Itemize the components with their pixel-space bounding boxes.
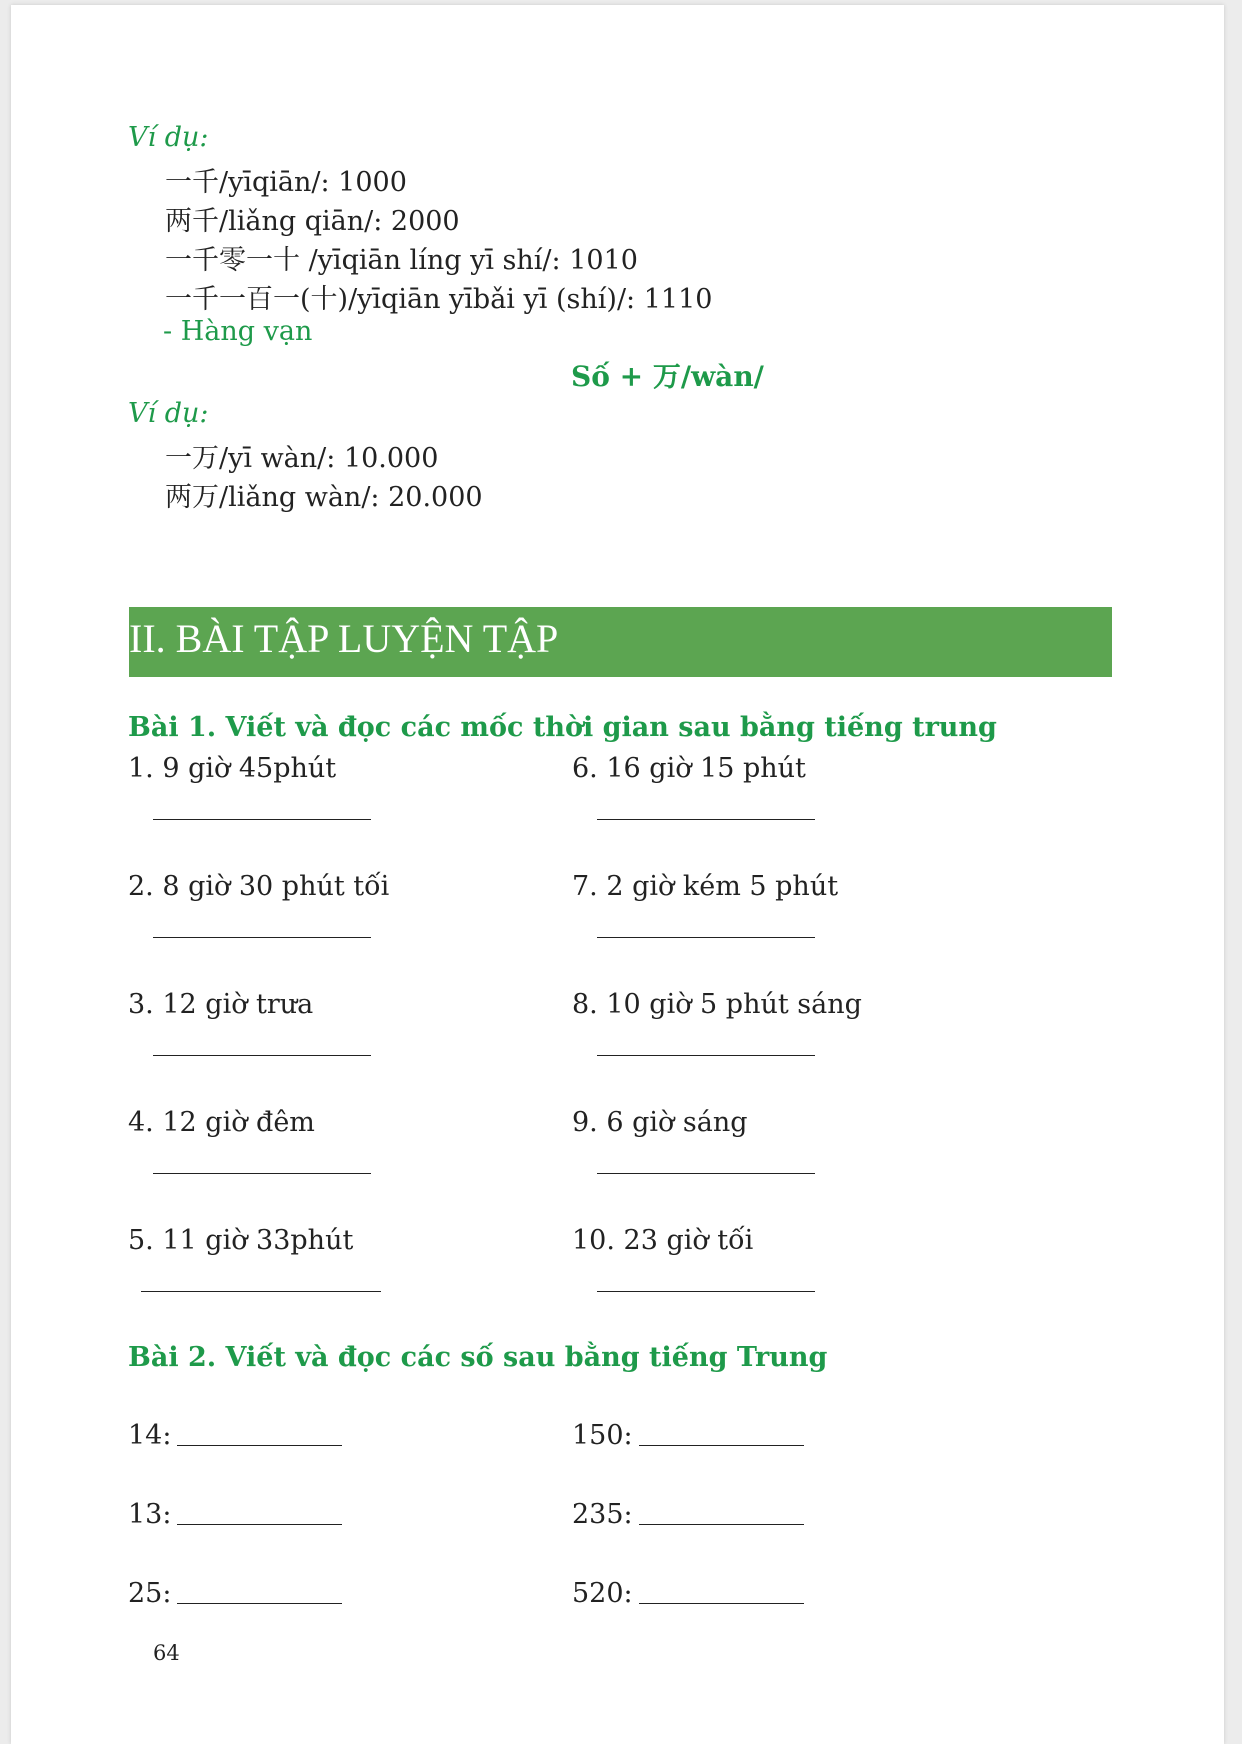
exercise-1-title: Bài 1. Viết và đọc các mốc thời gian sau bằng tiếng trung bbox=[128, 712, 997, 743]
number-row bbox=[128, 1578, 342, 1609]
answer-blank[interactable] bbox=[153, 819, 371, 820]
example-label: Ví dụ: bbox=[128, 122, 209, 153]
exercise-item: 10. 23 giờ tối bbox=[572, 1225, 754, 1256]
exercise-item: 4. 12 giờ đêm bbox=[128, 1107, 315, 1138]
answer-blank[interactable] bbox=[141, 1291, 381, 1292]
answer-blank[interactable] bbox=[153, 1055, 371, 1056]
number-row bbox=[128, 1499, 342, 1530]
number-row bbox=[572, 1499, 804, 1530]
formula: Số + 万/wàn/ bbox=[571, 360, 764, 393]
exercise-item: 5. 11 giờ 33phút bbox=[128, 1225, 354, 1256]
answer-blank[interactable] bbox=[597, 937, 815, 938]
answer-blank[interactable] bbox=[177, 1603, 342, 1604]
number-row bbox=[572, 1578, 804, 1609]
answer-blank[interactable] bbox=[639, 1603, 804, 1604]
exercise-item: 9. 6 giờ sáng bbox=[572, 1107, 748, 1138]
number-label: 520: bbox=[572, 1578, 633, 1609]
answer-blank[interactable] bbox=[597, 1055, 815, 1056]
exercise-item: 1. 9 giờ 45phút bbox=[128, 753, 337, 784]
number-label: 13: bbox=[128, 1499, 172, 1530]
exercise-2-title: Bài 2. Viết và đọc các số sau bằng tiếng Trung bbox=[128, 1342, 828, 1373]
answer-blank[interactable] bbox=[597, 1173, 815, 1174]
answer-blank[interactable] bbox=[639, 1445, 804, 1446]
exercise-item: 6. 16 giờ 15 phút bbox=[572, 753, 806, 784]
answer-blank[interactable] bbox=[177, 1524, 342, 1525]
number-label: 14: bbox=[128, 1420, 172, 1451]
section-banner bbox=[129, 607, 1112, 677]
example-line: 一千零一十 /yīqiān líng yī shí/: 1010 bbox=[165, 245, 638, 276]
example-line: 两千/liǎng qiān/: 2000 bbox=[165, 206, 460, 237]
number-label: 25: bbox=[128, 1578, 172, 1609]
exercise-item: 3. 12 giờ trưa bbox=[128, 989, 314, 1020]
exercise-item: 7. 2 giờ kém 5 phút bbox=[572, 871, 839, 902]
number-row bbox=[128, 1420, 342, 1451]
number-row bbox=[572, 1420, 804, 1451]
example-line: 两万/liǎng wàn/: 20.000 bbox=[165, 482, 483, 513]
example-line: 一千一百一(十)/yīqiān yībǎi yī (shí)/: 1110 bbox=[165, 284, 713, 315]
example-label: Ví dụ: bbox=[128, 398, 209, 429]
page-number: 64 bbox=[153, 1641, 180, 1665]
example-line: 一万/yī wàn/: 10.000 bbox=[165, 443, 439, 474]
hang-van-label: - Hàng vạn bbox=[163, 316, 313, 347]
example-line: 一千/yīqiān/: 1000 bbox=[165, 167, 407, 198]
answer-blank[interactable] bbox=[597, 1291, 815, 1292]
answer-blank[interactable] bbox=[153, 1173, 371, 1174]
answer-blank[interactable] bbox=[597, 819, 815, 820]
section-title: II. BÀI TẬP LUYỆN TẬP bbox=[129, 616, 559, 661]
answer-blank[interactable] bbox=[639, 1524, 804, 1525]
number-label: 150: bbox=[572, 1420, 633, 1451]
exercise-item: 8. 10 giờ 5 phút sáng bbox=[572, 989, 862, 1020]
answer-blank[interactable] bbox=[153, 937, 371, 938]
number-label: 235: bbox=[572, 1499, 633, 1530]
answer-blank[interactable] bbox=[177, 1445, 342, 1446]
document-page bbox=[11, 5, 1224, 1744]
exercise-item: 2. 8 giờ 30 phút tối bbox=[128, 871, 390, 902]
